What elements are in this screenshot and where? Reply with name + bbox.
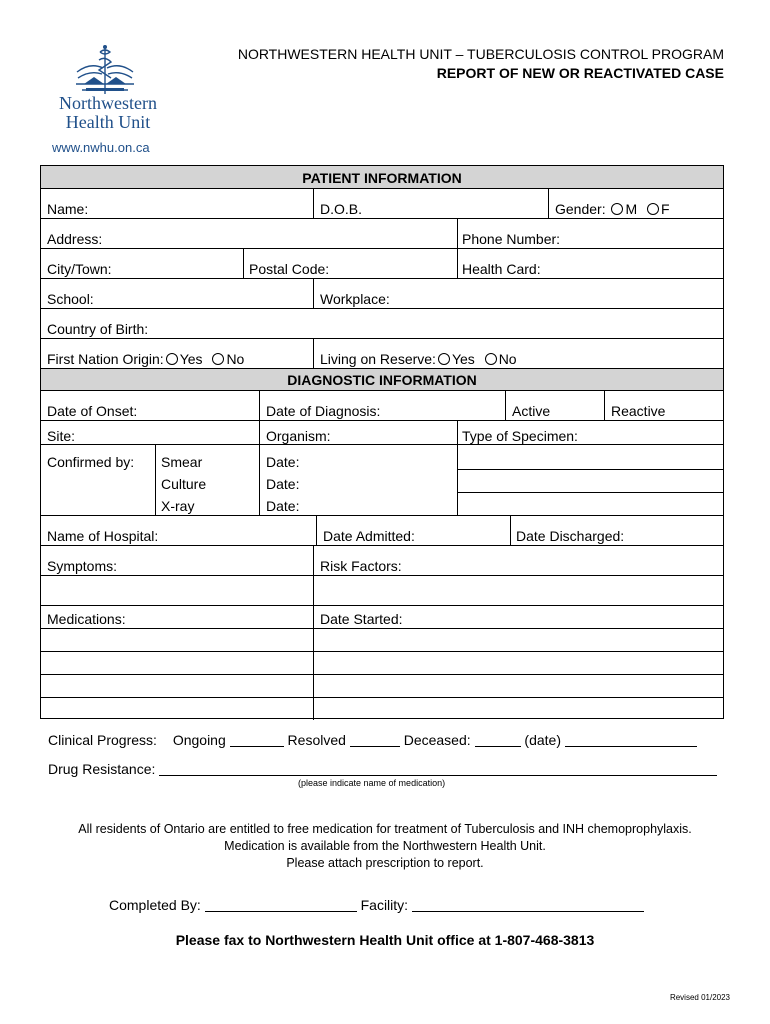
phone-label: Phone Number:	[462, 231, 561, 247]
country-of-birth-label: Country of Birth:	[47, 321, 149, 337]
xray-date-label: Date:	[266, 498, 300, 514]
admitted-label: Date Admitted:	[323, 528, 415, 544]
first-nation-yes-radio[interactable]	[166, 353, 178, 365]
deceased-blank[interactable]	[475, 746, 521, 747]
deceased-date-blank[interactable]	[565, 746, 697, 747]
reserve-yes-radio[interactable]	[438, 353, 450, 365]
report-form	[40, 165, 724, 719]
completion-row	[109, 897, 644, 913]
fax-instruction: Please fax to Northwestern Health Unit office at 1-807-468-3813	[175, 932, 595, 948]
patient-section-title: PATIENT INFORMATION	[302, 170, 462, 186]
diagnosis-date-label: Date of Diagnosis:	[266, 403, 381, 419]
gender-label: Gender:	[555, 201, 606, 217]
reactive-label: Reactive	[611, 403, 666, 419]
first-nation-field	[47, 351, 244, 367]
hospital-label: Name of Hospital:	[47, 528, 159, 544]
gender-m-radio[interactable]	[611, 203, 623, 215]
health-card-label: Health Card:	[462, 261, 541, 277]
dob-label: D.O.B.	[320, 201, 363, 217]
xray-label: X-ray	[161, 498, 195, 514]
completed-by-label: Completed By:	[109, 897, 201, 913]
organism-label: Organism:	[266, 428, 331, 444]
resolved-label: Resolved	[287, 732, 346, 748]
clinical-progress-label: Clinical Progress:	[48, 732, 157, 748]
risk-factors-label: Risk Factors:	[320, 558, 402, 574]
symptoms-label: Symptoms:	[47, 558, 118, 574]
smear-date-label: Date:	[266, 454, 300, 470]
first-nation-no-radio[interactable]	[212, 353, 224, 365]
first-nation-label: First Nation Origin:	[47, 351, 164, 367]
postal-code-label: Postal Code:	[249, 261, 330, 277]
culture-date-label: Date:	[266, 476, 300, 492]
address-label: Address:	[47, 231, 103, 247]
facility-blank[interactable]	[412, 911, 644, 912]
first-nation-no-label: No	[226, 351, 245, 367]
gender-field	[555, 201, 670, 217]
notice-line-1: All residents of Ontario are entitled to free medication for treatment of Tuberculosis and INH chemoprophylaxis.	[78, 822, 692, 836]
drug-resistance-blank[interactable]	[159, 775, 717, 776]
reserve-yes-label: Yes	[451, 351, 475, 367]
logo-name-line2: Health Unit	[65, 112, 151, 132]
smear-label: Smear	[161, 454, 203, 470]
workplace-label: Workplace:	[320, 291, 390, 307]
facility-label: Facility:	[360, 897, 409, 913]
gender-f-radio[interactable]	[647, 203, 659, 215]
ongoing-label: Ongoing	[172, 732, 226, 748]
drug-resistance-label: Drug Resistance:	[48, 761, 156, 777]
city-label: City/Town:	[47, 261, 112, 277]
date-started-label: Date Started:	[320, 611, 403, 627]
reserve-no-label: No	[498, 351, 517, 367]
resolved-blank[interactable]	[350, 746, 400, 747]
name-label: Name:	[47, 201, 89, 217]
deceased-label: Deceased:	[403, 732, 471, 748]
completed-by-blank[interactable]	[205, 911, 357, 912]
notice-line-2: Medication is available from the Northwestern Health Unit.	[224, 839, 546, 853]
gender-m-label: M	[625, 201, 638, 217]
revised-date: Revised 01/2023	[669, 993, 730, 1002]
medications-label: Medications:	[47, 611, 126, 627]
school-label: School:	[47, 291, 94, 307]
website-url[interactable]: www.nwhu.on.ca	[52, 140, 150, 155]
health-unit-emblem-icon	[72, 44, 138, 96]
culture-label: Culture	[161, 476, 207, 492]
notice-line-3: Please attach prescription to report.	[286, 856, 484, 870]
reserve-no-radio[interactable]	[485, 353, 497, 365]
first-nation-yes-label: Yes	[179, 351, 203, 367]
reserve-label: Living on Reserve:	[320, 351, 436, 367]
site-label: Site:	[47, 428, 76, 444]
program-title: NORTHWESTERN HEALTH UNIT – TUBERCULOSIS CONTROL PROGRAM	[237, 46, 724, 62]
reserve-field	[320, 351, 517, 367]
confirmed-by-label: Confirmed by:	[47, 454, 135, 470]
logo-name	[52, 94, 164, 132]
report-title: REPORT OF NEW OR REACTIVATED CASE	[436, 65, 724, 81]
logo-name-line1: Northwestern	[59, 93, 157, 113]
deceased-date-label: (date)	[524, 732, 561, 748]
onset-label: Date of Onset:	[47, 403, 138, 419]
diagnostic-section-title: DIAGNOSTIC INFORMATION	[287, 372, 477, 388]
clinical-progress-row	[48, 732, 697, 748]
ongoing-blank[interactable]	[230, 746, 284, 747]
drug-resistance-row	[48, 761, 717, 777]
active-label: Active	[512, 403, 551, 419]
drug-resistance-note: (please indicate name of medication)	[298, 778, 446, 788]
gender-f-label: F	[661, 201, 670, 217]
specimen-label: Type of Specimen:	[462, 428, 578, 444]
discharged-label: Date Discharged:	[516, 528, 625, 544]
